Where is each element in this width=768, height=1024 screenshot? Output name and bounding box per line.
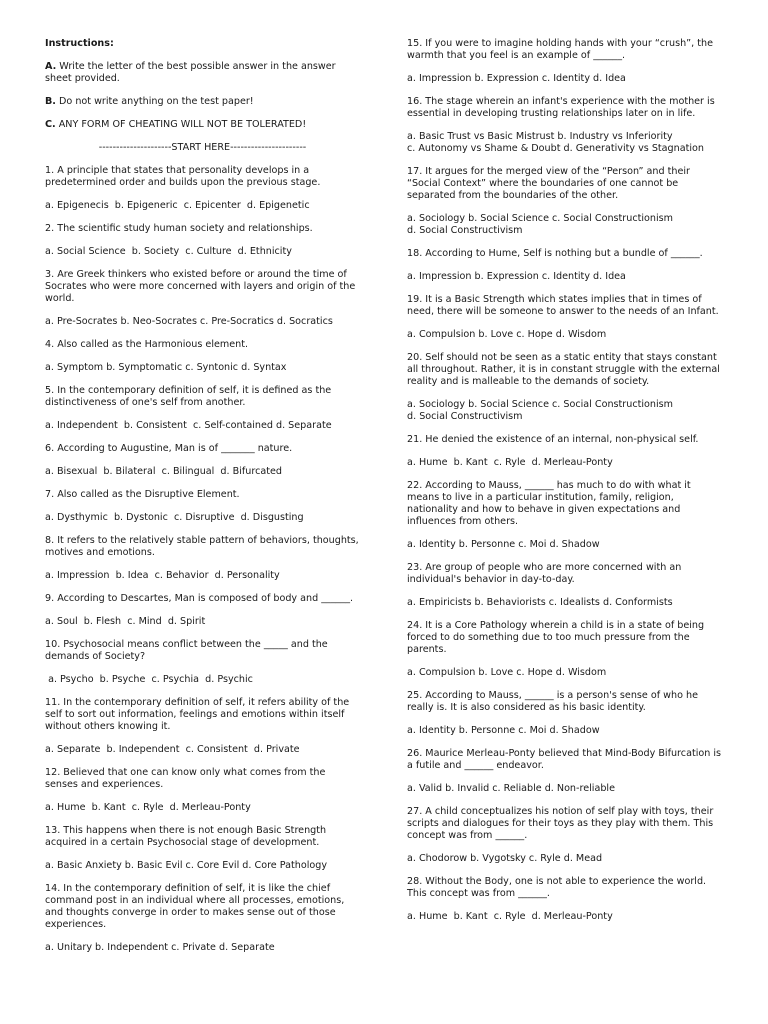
answer-choice-line: a. Separate b. Independent c. Consistent d. Private <box>45 744 300 755</box>
question-text: 28. Without the Body, one is not able to experience the world. This concept was from ______. <box>407 876 707 899</box>
answer-choice-line: a. Soul b. Flesh c. Mind d. Spirit <box>45 616 206 627</box>
instruction-b-letter: B. <box>45 96 56 107</box>
question-text: 18. According to Hume, Self is nothing but a bundle of ______. <box>407 248 703 259</box>
instruction-c-letter: C. <box>45 119 56 130</box>
question-text: 22. According to Mauss, ______ has much to do with what it means to live in a particular institution, family, religion, nationality and how to behave in given expectations and influences from others. <box>407 480 691 527</box>
answer-choices <box>407 597 725 609</box>
answer-choices <box>45 674 360 686</box>
answer-choice-line: a. Epigenecis b. Epigeneric c. Epicenter d. Epigenetic <box>45 200 310 211</box>
answer-choices <box>45 942 360 954</box>
question-text: 19. It is a Basic Strength which states implies that in times of need, there will be someone to answer to the needs of an Infant. <box>407 294 719 317</box>
answer-choice-line: a. Sociology b. Social Science c. Social Constructionism <box>407 399 673 410</box>
answer-choices <box>45 466 360 478</box>
question-text: 12. Believed that one can know only what comes from the senses and experiences. <box>45 767 326 790</box>
answer-choice-line: a. Identity b. Personne c. Moi d. Shadow <box>407 539 600 550</box>
answer-choices <box>407 457 725 469</box>
answer-choice-line: a. Identity b. Personne c. Moi d. Shadow <box>407 725 600 736</box>
instruction-a <box>45 61 360 85</box>
answer-choice-line: a. Chodorow b. Vygotsky c. Ryle d. Mead <box>407 853 603 864</box>
answer-choices <box>407 73 725 85</box>
answer-choice-line: a. Psycho b. Psyche c. Psychia d. Psychic <box>45 674 253 685</box>
question-text: 17. It argues for the merged view of the “Person” and their “Social Context” where the boundaries of one cannot be separated from the boundaries of the other. <box>407 166 691 201</box>
answer-choices <box>407 399 725 423</box>
answer-choices <box>407 783 725 795</box>
answer-choices <box>45 616 360 628</box>
answer-choices <box>407 131 725 155</box>
question-text: 27. A child conceptualizes his notion of self play with toys, their scripts and dialogues for their toys as they play with them. This concept was from ______. <box>407 806 714 841</box>
answer-choices <box>407 539 725 551</box>
answer-choice-line: a. Pre-Socrates b. Neo-Socrates c. Pre-Socratics d. Socratics <box>45 316 333 327</box>
start-here-divider: ---------------------START HERE---------------------- <box>98 142 307 153</box>
answer-choices <box>407 725 725 737</box>
right-question-list <box>407 38 725 923</box>
answer-choices <box>45 420 360 432</box>
question-text: 5. In the contemporary definition of self, it is defined as the distinctiveness of one's self from another. <box>45 385 332 408</box>
answer-choice-line: a. Impression b. Expression c. Identity d. Idea <box>407 271 626 282</box>
left-question-list <box>45 165 360 954</box>
question-text: 16. The stage wherein an infant's experience with the mother is essential in developing trusting relationships later on in life. <box>407 96 715 119</box>
answer-choices <box>407 213 725 237</box>
answer-choices <box>45 362 360 374</box>
answer-choice-line: a. Unitary b. Independent c. Private d. Separate <box>45 942 275 953</box>
answer-choice-line: c. Autonomy vs Shame & Doubt d. Generativity vs Stagnation <box>407 143 704 154</box>
answer-choices <box>407 911 725 923</box>
answer-choice-line: a. Empiricists b. Behaviorists c. Idealists d. Conformists <box>407 597 673 608</box>
instruction-b <box>45 96 360 108</box>
answer-choice-line: a. Dysthymic b. Dystonic c. Disruptive d. Disgusting <box>45 512 304 523</box>
answer-choice-line: a. Impression b. Idea c. Behavior d. Personality <box>45 570 280 581</box>
question-text: 8. It refers to the relatively stable pattern of behaviors, thoughts, motives and emotions. <box>45 535 359 558</box>
question-text: 14. In the contemporary definition of self, it is like the chief command post in an individual where all processes, emotions, and thoughts converge in order to makes sense out of those experiences. <box>45 883 345 930</box>
answer-choices <box>45 316 360 328</box>
answer-choices <box>45 246 360 258</box>
question-text: 11. In the contemporary definition of self, it refers ability of the self to sort out information, feelings and emotions within itself without others knowing it. <box>45 697 350 732</box>
question-text: 2. The scientific study human society and relationships. <box>45 223 313 234</box>
question-text: 10. Psychosocial means conflict between the _____ and the demands of Society? <box>45 639 328 662</box>
answer-choice-line: a. Basic Trust vs Basic Mistrust b. Industry vs Inferiority <box>407 131 673 142</box>
answer-choices <box>45 570 360 582</box>
question-text: 13. This happens when there is not enough Basic Strength acquired in a certain Psychosocial stage of development. <box>45 825 327 848</box>
answer-choice-line: a. Hume b. Kant c. Ryle d. Merleau-Ponty <box>407 911 613 922</box>
answer-choices <box>407 853 725 865</box>
answer-choices <box>407 271 725 283</box>
question-text: 3. Are Greek thinkers who existed before or around the time of Socrates who were more concerned with layers and origin of the world. <box>45 269 356 304</box>
answer-choices <box>45 802 360 814</box>
answer-choices <box>45 512 360 524</box>
question-text: 26. Maurice Merleau-Ponty believed that Mind-Body Bifurcation is a futile and ______ endeavor. <box>407 748 722 771</box>
answer-choices <box>45 860 360 872</box>
question-text: 6. According to Augustine, Man is of _______ nature. <box>45 443 293 454</box>
instruction-b-text: Do not write anything on the test paper! <box>55 96 254 107</box>
answer-choice-line: a. Impression b. Expression c. Identity d. Idea <box>407 73 626 84</box>
answer-choices <box>45 744 360 756</box>
instruction-c <box>45 119 360 131</box>
right-column <box>407 38 725 934</box>
answer-choice-line: a. Hume b. Kant c. Ryle d. Merleau-Ponty <box>45 802 251 813</box>
question-text: 20. Self should not be seen as a static entity that stays constant all throughout. Rather, it is in constant struggle with the external reality and is malleable to the demands of society. <box>407 352 720 387</box>
instructions-title: Instructions: <box>45 38 114 49</box>
question-text: 4. Also called as the Harmonious element. <box>45 339 249 350</box>
question-text: 24. It is a Core Pathology wherein a child is in a state of being forced to do something due to too much pressure from the parents. <box>407 620 705 655</box>
answer-choice-line: a. Hume b. Kant c. Ryle d. Merleau-Ponty <box>407 457 613 468</box>
answer-choice-line: a. Independent b. Consistent c. Self-contained d. Separate <box>45 420 332 431</box>
answer-choice-line: a. Basic Anxiety b. Basic Evil c. Core Evil d. Core Pathology <box>45 860 327 871</box>
question-text: 7. Also called as the Disruptive Element. <box>45 489 240 500</box>
instruction-c-text: ANY FORM OF CHEATING WILL NOT BE TOLERATED! <box>55 119 307 130</box>
answer-choice-line: a. Social Science b. Society c. Culture d. Ethnicity <box>45 246 292 257</box>
answer-choice-line: a. Sociology b. Social Science c. Social Constructionism <box>407 213 673 224</box>
question-text: 15. If you were to imagine holding hands with your “crush”, the warmth that you feel is an example of ______. <box>407 38 713 61</box>
answer-choices <box>407 329 725 341</box>
question-text: 21. He denied the existence of an internal, non-physical self. <box>407 434 699 445</box>
question-text: 9. According to Descartes, Man is composed of body and ______. <box>45 593 354 604</box>
answer-choice-line: a. Bisexual b. Bilateral c. Bilingual d. Bifurcated <box>45 466 282 477</box>
answer-choice-line: a. Symptom b. Symptomatic c. Syntonic d. Syntax <box>45 362 287 373</box>
answer-choice-line: a. Compulsion b. Love c. Hope d. Wisdom <box>407 667 607 678</box>
answer-choice-line: a. Valid b. Invalid c. Reliable d. Non-reliable <box>407 783 615 794</box>
instruction-a-text: Write the letter of the best possible answer in the answer sheet provided. <box>45 61 336 84</box>
answer-choice-line: a. Compulsion b. Love c. Hope d. Wisdom <box>407 329 607 340</box>
answer-choices <box>407 667 725 679</box>
question-text: 1. A principle that states that personality develops in a predetermined order and builds upon the previous stage. <box>45 165 321 188</box>
answer-choices <box>45 200 360 212</box>
answer-choice-line: d. Social Constructivism <box>407 411 523 422</box>
answer-choice-line: d. Social Constructivism <box>407 225 523 236</box>
left-column <box>45 38 360 965</box>
instruction-a-letter: A. <box>45 61 57 72</box>
question-text: 23. Are group of people who are more concerned with an individual's behavior in day-to-day. <box>407 562 682 585</box>
question-text: 25. According to Mauss, ______ is a person's sense of who he really is. It is also considered as his basic identity. <box>407 690 698 713</box>
